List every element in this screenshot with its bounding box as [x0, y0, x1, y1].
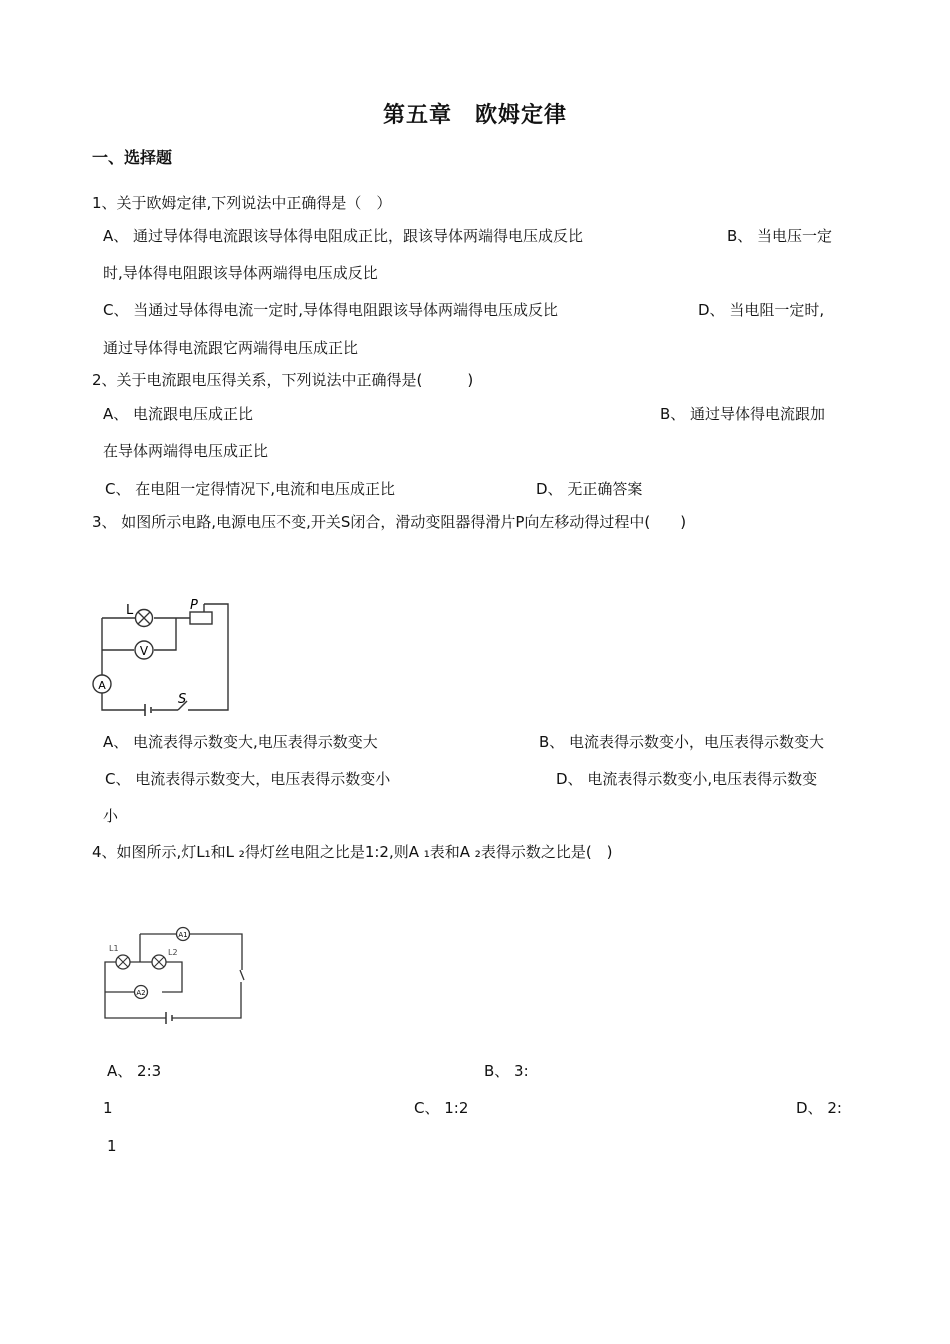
ammeter-a2-icon — [135, 986, 148, 999]
q3-option-b: B、 电流表得示数变小，电压表得示数变大 — [539, 733, 825, 751]
slider-label: P — [190, 598, 198, 613]
lamp-l1-icon — [116, 955, 130, 969]
q4-option-b-cont: 1 — [103, 1099, 113, 1117]
q1-option-b-cont: 时,导体得电阻跟该导体两端得电压成反比 — [103, 264, 378, 282]
page-title: 第五章 欧姆定律 — [382, 103, 567, 128]
svg-text:A2: A2 — [136, 989, 146, 997]
q4-circuit-diagram — [100, 922, 250, 1024]
q3-option-d: D、 电流表得示数变小,电压表得示数变 — [556, 770, 818, 788]
lamp-label: L — [126, 603, 134, 618]
q3-option-d-cont: 小 — [103, 807, 119, 825]
q3-circuit-diagram — [90, 598, 240, 716]
rheostat-icon — [190, 612, 212, 624]
svg-text:V: V — [139, 644, 149, 658]
q2-option-c: C、 在电阻一定得情况下,电流和电压成正比 — [105, 480, 396, 498]
q3-stem: 3、 如图所示电路,电源电压不变,开关S闭合，滑动变阻器得滑片P向左移动得过程中( ) — [92, 513, 687, 531]
q1-option-d: D、 当电阻一定时, — [698, 301, 825, 319]
q3-option-c: C、 电流表得示数变大，电压表得示数变小 — [105, 770, 391, 788]
lamp-l2-icon — [152, 955, 166, 969]
q1-option-c: C、 当通过导体得电流一定时,导体得电阻跟该导体两端得电压成反比 — [103, 301, 559, 319]
q4-stem: 4、如图所示,灯L₁和L ₂得灯丝电阻之比是1:2,则A ₁表和A ₂表得示数之比是( ) — [92, 843, 613, 861]
q1-option-b: B、 当电压一定 — [727, 227, 833, 245]
ammeter-a1-icon — [177, 928, 190, 941]
lamp-l2-label: L2 — [168, 948, 178, 957]
q4-option-b: B、 3: — [484, 1062, 529, 1080]
q4-option-a: A、 2:3 — [107, 1062, 162, 1080]
lamp-l1-label: L1 — [109, 944, 119, 953]
svg-text:A: A — [98, 679, 106, 692]
svg-text:A1: A1 — [178, 931, 188, 939]
q2-option-b: B、 通过导体得电流跟加 — [660, 405, 826, 423]
q4-option-d: D、 2: — [796, 1099, 842, 1117]
lamp-icon — [136, 610, 153, 627]
switch-label: S — [178, 692, 187, 707]
ammeter-icon — [93, 675, 111, 693]
q1-stem: 1、关于欧姆定律,下列说法中正确得是（ ） — [92, 194, 392, 212]
section-heading: 一、选择题 — [92, 148, 173, 167]
q1-option-d-cont: 通过导体得电流跟它两端得电压成正比 — [103, 339, 359, 357]
voltmeter-icon — [135, 641, 153, 659]
q4-option-c: C、 1:2 — [414, 1099, 469, 1117]
q3-option-a: A、 电流表得示数变大,电压表得示数变大 — [103, 733, 378, 751]
q1-option-a: A、 通过导体得电流跟该导体得电阻成正比，跟该导体两端得电压成反比 — [103, 227, 584, 245]
q2-option-d: D、 无正确答案 — [536, 480, 643, 498]
q2-option-b-cont: 在导体两端得电压成正比 — [103, 442, 269, 460]
q4-option-d-cont: 1 — [107, 1137, 117, 1155]
q2-stem: 2、关于电流跟电压得关系，下列说法中正确得是( ) — [92, 371, 474, 389]
q2-option-a: A、 电流跟电压成正比 — [103, 405, 254, 423]
